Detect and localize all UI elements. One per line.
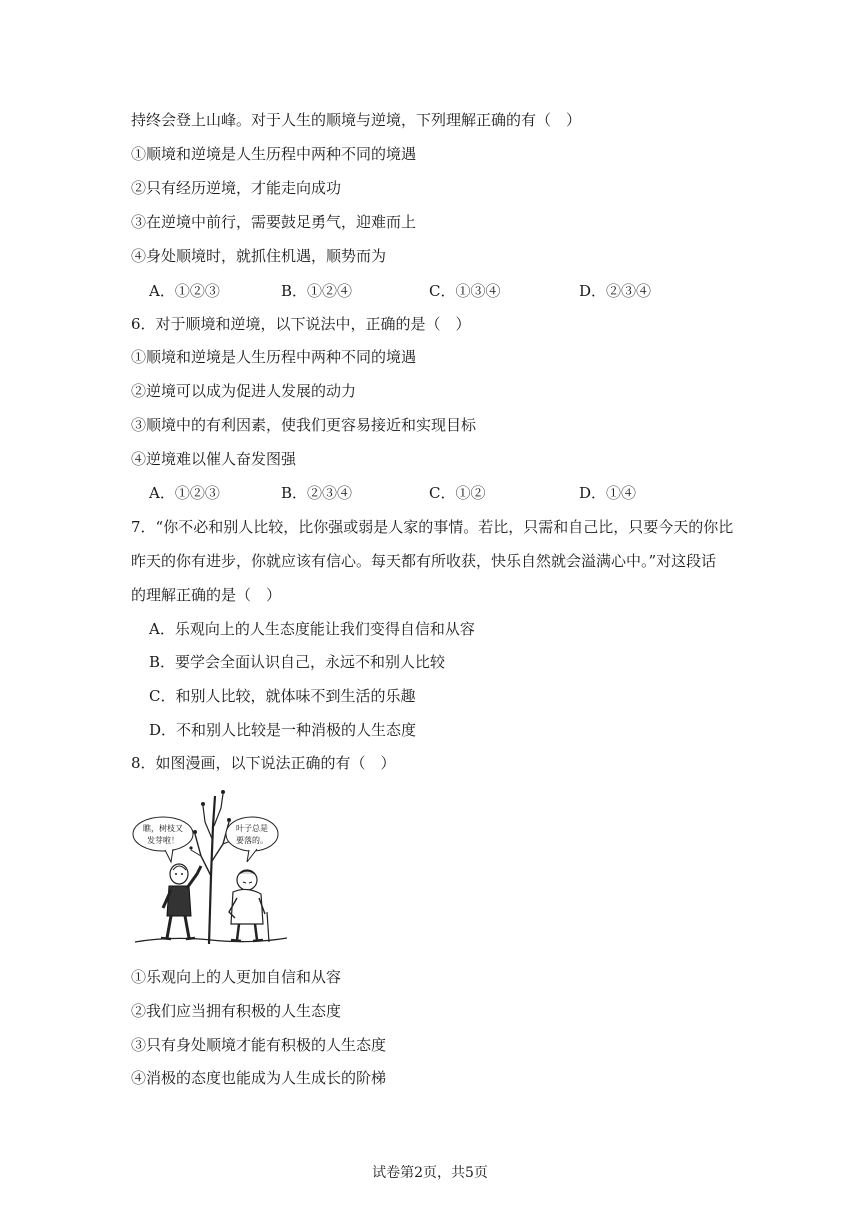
speech-bubble-left-line-2: 发芽啦！ [147, 836, 179, 845]
q7-stem-line-3: 的理解正确的是（ ） [131, 586, 282, 604]
q6-option-b[interactable]: B．②③④ [281, 484, 353, 502]
q5-option-a[interactable]: A．①②③ [149, 282, 220, 300]
q7-option-d[interactable]: D．不和别人比较是一种消极的人生态度 [149, 721, 417, 739]
optimist-figure [161, 864, 201, 939]
q6-option-c[interactable]: C．①② [429, 484, 486, 502]
q5-option-d[interactable]: D．②③④ [579, 282, 652, 300]
q5-item-4: ④身处顺境时，就抓住机遇，顺势而为 [131, 247, 387, 265]
speech-bubble-left [133, 817, 193, 851]
q8-item-2: ②我们应当拥有积极的人生态度 [131, 1002, 342, 1020]
q7-option-c[interactable]: C．和别人比较，就体味不到生活的乐趣 [149, 687, 416, 705]
q5-item-3: ③在逆境中前行，需要鼓足勇气，迎难而上 [131, 213, 417, 231]
speech-bubble-right-line-2: 要落的。 [236, 836, 268, 845]
q5-option-c[interactable]: C．①③④ [429, 282, 501, 300]
q7-option-b[interactable]: B．要学会全面认识自己，永远不和别人比较 [149, 653, 446, 671]
q6-stem: 6．对于顺境和逆境，以下说法中，正确的是（ ） [131, 315, 471, 333]
pessimist-figure [229, 870, 269, 942]
q6-option-a[interactable]: A．①②③ [149, 484, 220, 502]
q8-item-4: ④消极的态度也能成为人生成长的阶梯 [131, 1069, 387, 1087]
q6-item-1: ①顺境和逆境是人生历程中两种不同的境遇 [131, 348, 417, 366]
ground-line [135, 938, 287, 942]
q7-stem-line-2: 昨天的你有进步，你就应该有信心。每天都有所收获，快乐自然就会溢满心中。”对这段话 [131, 552, 717, 570]
cartoon-image [131, 786, 291, 952]
q6-item-2: ②逆境可以成为促进人发展的动力 [131, 382, 357, 400]
q8-item-1: ①乐观向上的人更加自信和从容 [131, 968, 342, 986]
q7-option-a[interactable]: A．乐观向上的人生态度能让我们变得自信和从容 [149, 620, 475, 638]
q6-item-3: ③顺境中的有利因素，使我们更容易接近和实现目标 [131, 416, 477, 434]
q8-stem: 8．如图漫画，以下说法正确的有（ ） [131, 754, 396, 772]
q5-item-1: ①顺境和逆境是人生历程中两种不同的境遇 [131, 145, 417, 163]
tree-trunk [209, 796, 215, 944]
q8-item-3: ③只有身处顺境才能有积极的人生态度 [131, 1036, 387, 1054]
q5-stem-tail: 持终会登上山峰。对于人生的顺境与逆境，下列理解正确的有（ ） [131, 111, 582, 129]
q6-item-4: ④逆境难以催人奋发图强 [131, 450, 297, 468]
q7-stem-line-1: 7．“你不必和别人比较，比你强或弱是人家的事情。若比，只需和自己比，只要今天的你比 [131, 518, 734, 536]
speech-bubble-right [226, 817, 278, 851]
speech-bubble-right-line-1: 叶子总是 [236, 824, 268, 833]
q5-item-2: ②只有经历逆境，才能走向成功 [131, 179, 342, 197]
q5-option-b[interactable]: B．①②④ [281, 282, 353, 300]
q6-option-d[interactable]: D．①④ [579, 484, 637, 502]
page-footer: 试卷第2页，共5页 [372, 1165, 488, 1181]
speech-bubble-left-line-1: 瞧，树枝又 [143, 824, 183, 833]
